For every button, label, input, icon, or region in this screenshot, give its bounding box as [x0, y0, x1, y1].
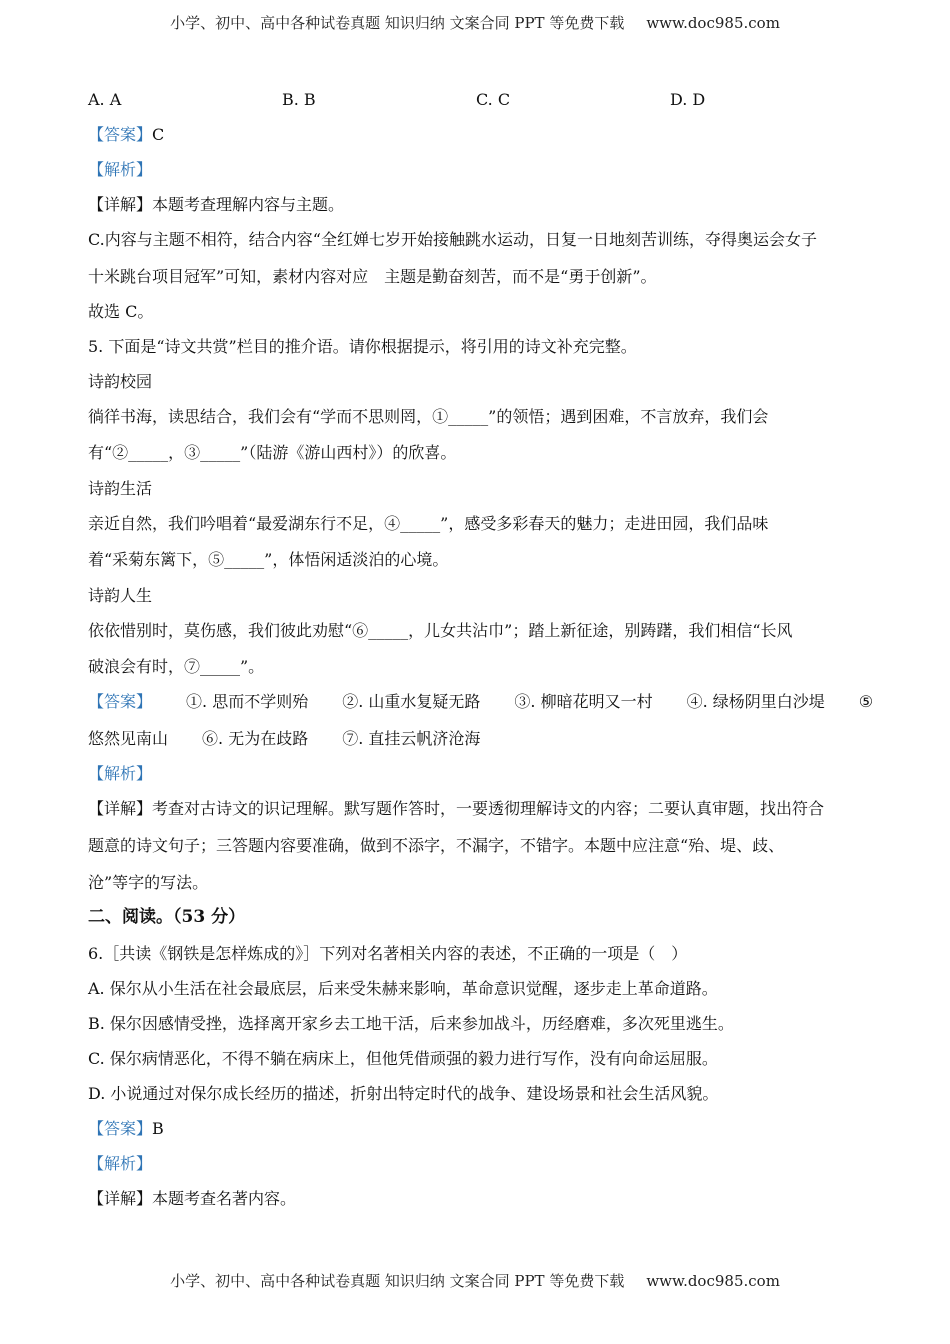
q5-answers-row: [88, 692, 878, 712]
detail-tag: 【详解】: [88, 195, 153, 214]
q4-option-a: A. A: [88, 90, 122, 109]
answer-item: ①. 思而不学则殆: [186, 692, 309, 711]
answer-item: ⑤: [858, 692, 874, 711]
detail-tag: 【详解】: [88, 799, 153, 818]
q6-option-a: A. 保尔从小生活在社会最底层，后来受朱赫来影响，革命意识觉醒，逐步走上革命道路。: [88, 979, 718, 998]
q5-detail-line: 沧”等字的写法。: [88, 873, 209, 892]
q4-analysis-tag: 【解析】: [88, 160, 153, 179]
q5-detail: [88, 799, 878, 819]
footer-text: 小学、初中、高中各种试卷真题 知识归纳 文案合同 PPT 等免费下载: [170, 1272, 625, 1290]
answer-value: C: [152, 125, 165, 144]
q4-option-b: B. B: [282, 90, 316, 109]
footer-url[interactable]: www.doc985.com: [646, 1272, 780, 1290]
q5-text-line: 有“②_____，③_____”（陆游《游山西村》）的欣喜。: [88, 443, 457, 462]
q6-answer: [88, 1119, 878, 1139]
answer-tag: 【答案】: [88, 1119, 153, 1138]
answer-tag: 【答案】: [88, 125, 153, 144]
answer-item: ⑥. 无为在歧路: [202, 729, 309, 748]
page-header: [0, 12, 950, 33]
detail-text: 本题考查名著内容。: [152, 1189, 297, 1208]
q6-stem: 6.［共读《钢铁是怎样炼成的》］下列对名著相关内容的表述，不正确的一项是（ ）: [88, 944, 688, 963]
q5-stem: 5. 下面是“诗文共赏”栏目的推介语。请你根据提示，将引用的诗文补充完整。: [88, 337, 637, 356]
q5-text-line: 徜徉书海，读思结合，我们会有“学而不思则罔，①_____”的领悟；遇到困难，不言放弃，我们会: [88, 407, 769, 426]
header-text: 小学、初中、高中各种试卷真题 知识归纳 文案合同 PPT 等免费下载: [170, 14, 625, 32]
q4-detail-line: 十米跳台项目冠军”可知，素材内容对应 主题是勤奋刻苦，而不是“勇于创新”。: [88, 267, 657, 286]
detail-text: 本题考查理解内容与主题。: [152, 195, 345, 214]
section-title: 二、阅读。（53 分）: [88, 907, 246, 927]
answer-tag: 【答案】: [88, 692, 153, 711]
q4-option-c: C. C: [476, 90, 511, 109]
q5-text-line: 着“采菊东篱下，⑤_____”，体悟闲适淡泊的心境。: [88, 550, 449, 569]
q5-text-line: 破浪会有时，⑦_____”。: [88, 657, 265, 676]
q6-detail: [88, 1189, 878, 1209]
q6-option-b: B. 保尔因感情受挫，选择离开家乡去工地干活，后来参加战斗，历经磨难，多次死里逃生。: [88, 1014, 734, 1033]
q5-analysis-tag: 【解析】: [88, 764, 153, 783]
answer-item: ④. 绿杨阴里白沙堤: [686, 692, 825, 711]
q5-section-title: 诗韵人生: [88, 586, 153, 605]
q5-section-title: 诗韵生活: [88, 479, 153, 498]
detail-text: 考查对古诗文的识记理解。默写题作答时，一要透彻理解诗文的内容；二要认真审题，找出符合: [152, 799, 825, 818]
q5-text-line: 亲近自然，我们吟唱着“最爱湖东行不足，④_____”，感受多彩春天的魅力；走进田园，我们品味: [88, 514, 769, 533]
q5-detail-line: 题意的诗文句子；三答题内容要准确，做到不添字，不漏字，不错字。本题中应注意“殆、堤、歧、: [88, 836, 785, 855]
page-footer: [0, 1270, 950, 1291]
header-url[interactable]: www.doc985.com: [646, 14, 780, 32]
q5-answers-row: [88, 729, 878, 749]
answer-item: 悠然见南山: [88, 729, 169, 748]
answer-value: B: [152, 1119, 164, 1138]
answer-item: ⑦. 直挂云帆济沧海: [342, 729, 481, 748]
detail-tag: 【详解】: [88, 1189, 153, 1208]
q5-text-line: 依依惜别时，莫伤感，我们彼此劝慰“⑥_____，儿女共沾巾”；踏上新征途，别踌躇，我们相信“长风: [88, 621, 793, 640]
answer-item: ②. 山重水复疑无路: [342, 692, 481, 711]
q4-answer: [88, 125, 878, 145]
q5-section-title: 诗韵校园: [88, 372, 153, 391]
q6-option-d: D. 小说通过对保尔成长经历的描述，折射出特定时代的战争、建设场景和社会生活风貌。: [88, 1084, 719, 1103]
q4-detail-line: C.内容与主题不相符，结合内容“全红婵七岁开始接触跳水运动，日复一日地刻苦训练，夺得奥运会女子: [88, 230, 817, 249]
q6-analysis-tag: 【解析】: [88, 1154, 153, 1173]
q4-conclusion: 故选 C。: [88, 302, 154, 321]
answer-item: ③. 柳暗花明又一村: [514, 692, 653, 711]
q4-option-d: D. D: [670, 90, 706, 109]
q6-option-c: C. 保尔病情恶化，不得不躺在病床上，但他凭借顽强的毅力进行写作，没有向命运屈服。: [88, 1049, 718, 1068]
q4-detail: [88, 195, 878, 215]
